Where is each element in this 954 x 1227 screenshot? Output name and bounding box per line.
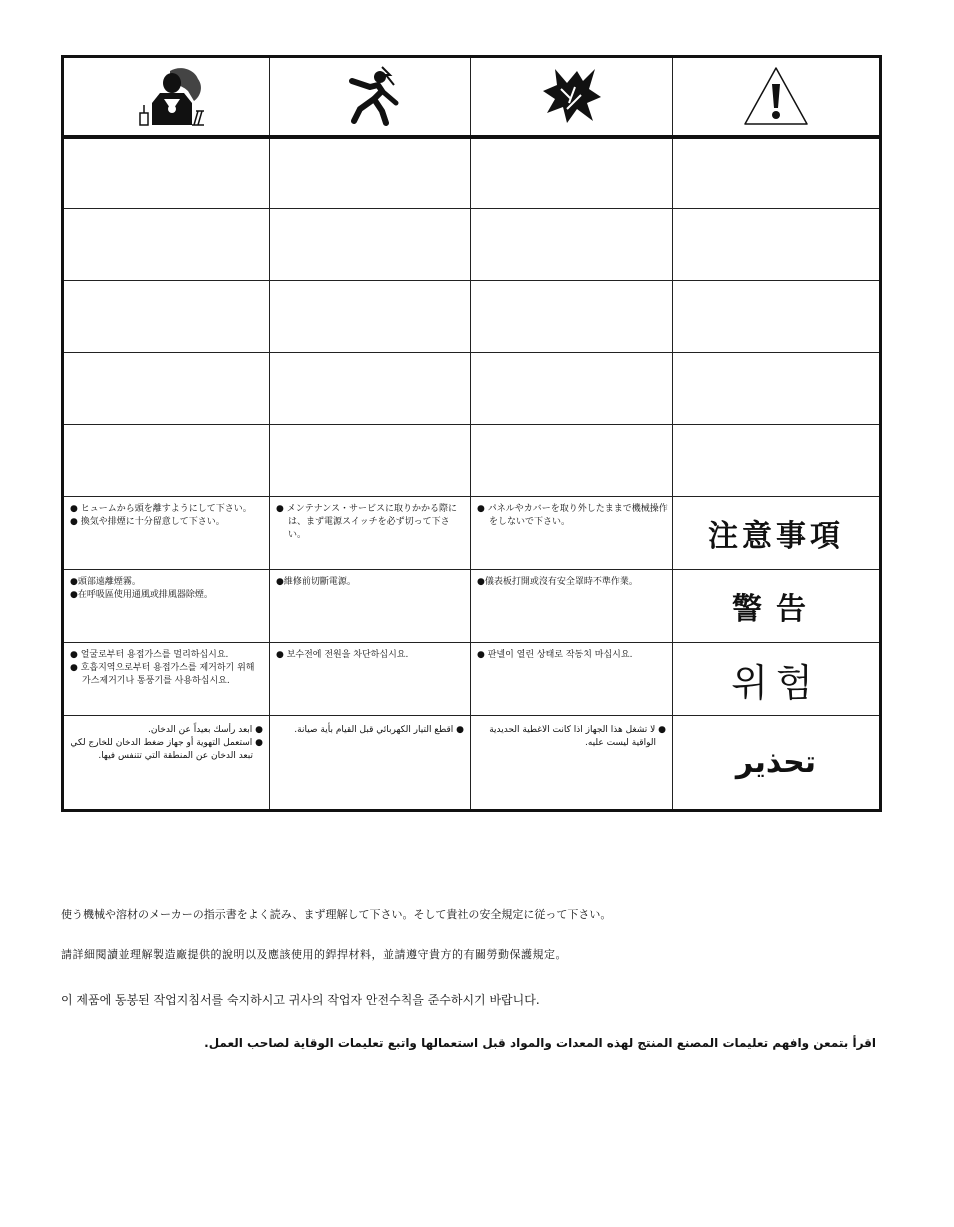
- electric-shock-icon: [270, 63, 470, 129]
- moving-parts-icon: [471, 63, 672, 129]
- warning-row-japanese: [63, 497, 881, 570]
- icon-cell-warning: [673, 57, 881, 137]
- fume-text: ● ヒュームから頭を離すようにして下さい。 ● 換気や排煙に十分留意して下さい。: [70, 504, 252, 527]
- instruction-note-korean: 이 제품에 동봉된 작업지침서를 숙지하시고 귀사의 작업자 안전수칙을 준수하시기 바랍니다.: [61, 993, 540, 1007]
- parts-text: ●儀表板打開或沒有安全罩時不準作業。: [477, 577, 638, 587]
- safety-warning-table: [61, 55, 882, 812]
- icon-cell-parts: [471, 57, 673, 137]
- parts-text: ● لا تشغل هذا الجهاز اذا كانت الاغطية الحديدية الواقية ليست عليه.: [489, 725, 666, 748]
- parts-text: ● 판넬이 열린 상태로 작동치 마십시요.: [477, 650, 633, 660]
- icon-row: [63, 57, 881, 137]
- icon-cell-shock: [270, 57, 471, 137]
- shock-text: ● メンテナンス・サービスに取りかかる際には、まず電源スイッチを必ず切って下さい。: [276, 504, 457, 540]
- blank-row: [63, 137, 881, 209]
- instruction-note-chinese: 請詳細閱讀並理解製造廠提供的說明以及應該使用的銲捍材料，並請遵守貴方的有關勞動保護規定。: [61, 948, 567, 961]
- warning-row-arabic: [63, 716, 881, 811]
- instruction-note-arabic: اقرأ بتمعن وافهم تعليمات المصنع المنتج لهذه المعدات والمواد قبل استعمالها واتبع تعليمات الوقاية لصاحب العمل.: [204, 1036, 876, 1050]
- parts-text: ● パネルやカバーを取り外したままで機械操作をしないで下さい。: [477, 504, 668, 527]
- shock-text: ● اقطع التيار الكهربائي قبل القيام بأية صيانة.: [294, 725, 464, 735]
- warning-heading: 위험: [731, 660, 821, 705]
- blank-row: [63, 353, 881, 425]
- shock-text: ● 보수전에 전원을 차단하십시요.: [276, 650, 409, 660]
- blank-row: [63, 281, 881, 353]
- warning-row-chinese: [63, 570, 881, 643]
- warning-heading: تحذير: [735, 745, 817, 780]
- warning-heading: 注意事項: [708, 519, 844, 554]
- blank-row: [63, 209, 881, 281]
- warning-triangle-icon: [673, 64, 879, 128]
- fume-text: ●頭部遠離煙霧。 ●在呼吸區使用通風或排風器除煙。: [70, 577, 213, 600]
- icon-cell-fume: [63, 57, 270, 137]
- fume-text: ● 얼굴로부터 용접가스를 멀리하십시요. ● 호흡지역으로부터 용접가스를 제거하기 위해 가스제거기나 통풍기를 사용하십시요.: [70, 650, 255, 686]
- instruction-note-japanese: 使う機械や溶材のメーカーの指示書をよく読み、まず理解して下さい。そして貴社の安全規定に従って下さい。: [61, 908, 612, 921]
- blank-row: [63, 425, 881, 497]
- fume-hazard-icon: [64, 63, 269, 129]
- warning-row-korean: [63, 643, 881, 716]
- warning-heading: 警告: [732, 592, 820, 627]
- fume-text: ● ابعد رأسك بعيداً عن الدخان. ● استعمل التهوية أو جهاز ضغط الدخان للخارج لكي تبعد الدخان عن المنطقة التي تتنفس فيها.: [70, 725, 263, 761]
- shock-text: ●維修前切斷電源。: [276, 577, 356, 587]
